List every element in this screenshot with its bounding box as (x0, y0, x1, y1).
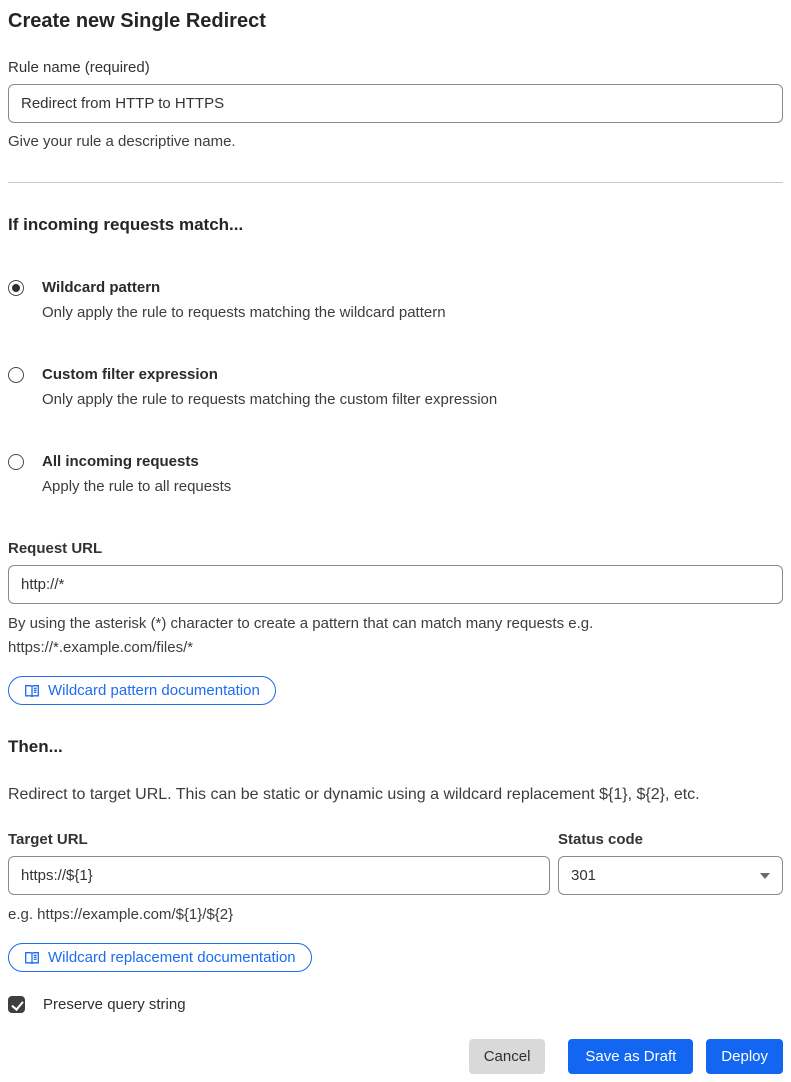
wildcard-pattern-radio[interactable] (8, 280, 24, 296)
rule-name-input[interactable] (8, 84, 783, 123)
request-url-helper-line1: By using the asterisk (*) character to create a pattern that can match many requests e.g. (8, 615, 594, 632)
target-url-input[interactable] (8, 856, 550, 895)
then-description: Redirect to target URL. This can be static or dynamic using a wildcard replacement ${1}, ${2}, etc. (8, 786, 700, 803)
rule-name-label: Rule name (required) (8, 59, 150, 76)
then-section-heading: Then... (8, 737, 63, 756)
target-url-label: Target URL (8, 831, 88, 848)
match-section-heading: If incoming requests match... (8, 215, 244, 234)
doc-button-label: Wildcard pattern documentation (48, 682, 260, 699)
radio-option-custom-filter[interactable] (8, 366, 783, 409)
preserve-query-string-label: Preserve query string (43, 996, 186, 1013)
radio-label: All incoming requests (42, 453, 199, 470)
wildcard-replacement-docs-button[interactable] (8, 943, 312, 972)
match-type-radio-group (8, 279, 783, 496)
status-code-select[interactable] (558, 856, 783, 895)
wildcard-pattern-docs-button[interactable] (8, 676, 276, 705)
preserve-query-string-row[interactable] (8, 996, 783, 1013)
radio-option-all-requests[interactable] (8, 453, 783, 496)
request-url-helper (8, 612, 783, 660)
radio-description: Apply the rule to all requests (42, 478, 232, 495)
section-divider (8, 182, 783, 183)
rule-name-helper: Give your rule a descriptive name. (8, 133, 236, 150)
radio-description: Only apply the rule to requests matching the custom filter expression (42, 391, 498, 408)
all-requests-radio[interactable] (8, 454, 24, 470)
request-url-label: Request URL (8, 540, 103, 557)
page-title: Create new Single Redirect (8, 10, 266, 32)
status-code-label: Status code (558, 831, 644, 848)
target-url-helper: e.g. https://example.com/${1}/${2} (8, 906, 234, 923)
cancel-button[interactable]: Cancel (469, 1039, 546, 1074)
radio-description: Only apply the rule to requests matching the wildcard pattern (42, 304, 446, 321)
request-url-input[interactable] (8, 565, 783, 604)
request-url-helper-line2: https://*.example.com/files/* (8, 639, 194, 656)
save-as-draft-button[interactable]: Save as Draft (568, 1039, 693, 1074)
target-url-status-row (8, 805, 783, 895)
radio-option-wildcard-pattern[interactable] (8, 279, 783, 322)
radio-label: Custom filter expression (42, 366, 218, 383)
deploy-button[interactable]: Deploy (706, 1039, 783, 1074)
radio-label: Wildcard pattern (42, 279, 161, 296)
footer-actions (8, 1039, 783, 1074)
custom-filter-radio[interactable] (8, 367, 24, 383)
preserve-query-string-checkbox[interactable] (8, 996, 25, 1013)
open-book-icon (24, 950, 40, 966)
doc-button-label: Wildcard replacement documentation (48, 949, 296, 966)
open-book-icon (24, 683, 40, 699)
